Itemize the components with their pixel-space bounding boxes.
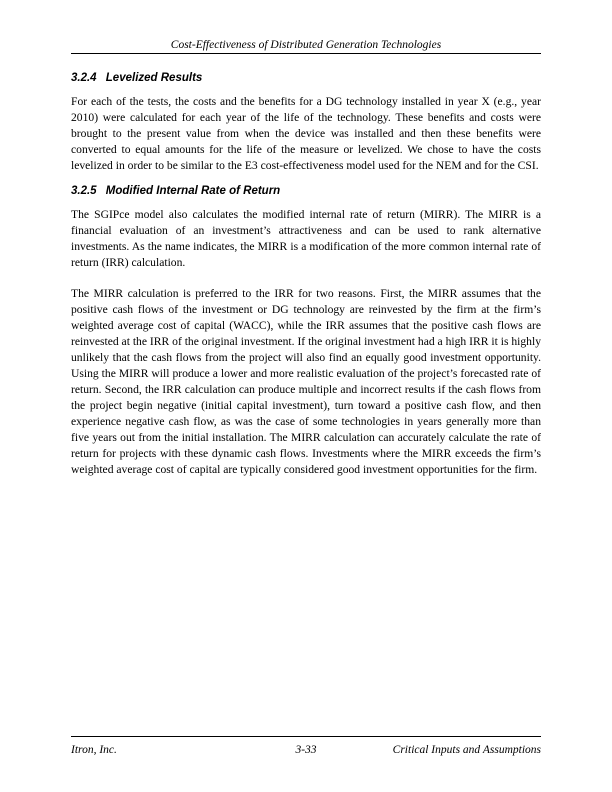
footer-company: Itron, Inc. bbox=[71, 744, 117, 756]
page-header bbox=[71, 38, 541, 54]
section-heading bbox=[71, 70, 541, 86]
section-modified-internal-rate-of-return bbox=[71, 183, 541, 478]
section-title: Levelized Results bbox=[105, 72, 203, 84]
paragraph: The SGIPce model also calculates the modified internal rate of return (MIRR). The MIRR is a financial evaluation of an investment’s attractiveness and can be used to rank alternative investments. As the name indicates, the MIRR is a modification of the more common internal rate of return (IRR) calculation. bbox=[71, 208, 541, 269]
section-heading bbox=[71, 183, 541, 199]
section-title: Modified Internal Rate of Return bbox=[105, 185, 281, 197]
page-number: 3-33 bbox=[295, 744, 317, 756]
section-number: 3.2.5 bbox=[71, 185, 97, 197]
running-title: Cost-Effectiveness of Distributed Generation Technologies bbox=[170, 39, 442, 51]
page-footer bbox=[71, 736, 541, 759]
page-content bbox=[71, 70, 541, 478]
section-number: 3.2.4 bbox=[71, 72, 97, 84]
paragraph: The MIRR calculation is preferred to the IRR for two reasons. First, the MIRR assumes that the positive cash flows of the investment or DG technology are reinvested by the firm at the firm’s weighted average cost of capital (WACC), while the IRR assumes that the positive cash flows are reinvested at the IRR of the original investment. If the original investment had a high IRR it is highly unlikely that the cash flows from the project will also find an equally good investment opportunity. Using the MIRR will produce a lower and more realistic evaluation of the project’s forecasted rate of return. Second, the IRR calculation can produce multiple and incorrect results if the cash flows from the project begin negative (initial capital investment), turn toward a positive cash flow, and then experience negative cash flow, as was the case of some technologies in years generally more than five years out from the initial installation. The MIRR calculation can accurately calculate the rate of return for projects with these dynamic cash flows. Investments where the MIRR exceeds the firm’s weighted average cost of capital are typically considered good investment opportunities for the firm. bbox=[71, 287, 541, 476]
footer-chapter-title: Critical Inputs and Assumptions bbox=[392, 744, 541, 756]
section-levelized-results bbox=[71, 70, 541, 174]
paragraph: For each of the tests, the costs and the benefits for a DG technology installed in year X (e.g., year 2010) were calculated for each year of the life of the technology. These benefits and costs were brought to the present value from when the device was installed and then these benefits were converted to equal amounts for the life of the measure or levelized. We chose to have the costs levelized in order to be similar to the E3 cost-effectiveness model used for the NEM and for the CSI. bbox=[71, 95, 541, 172]
